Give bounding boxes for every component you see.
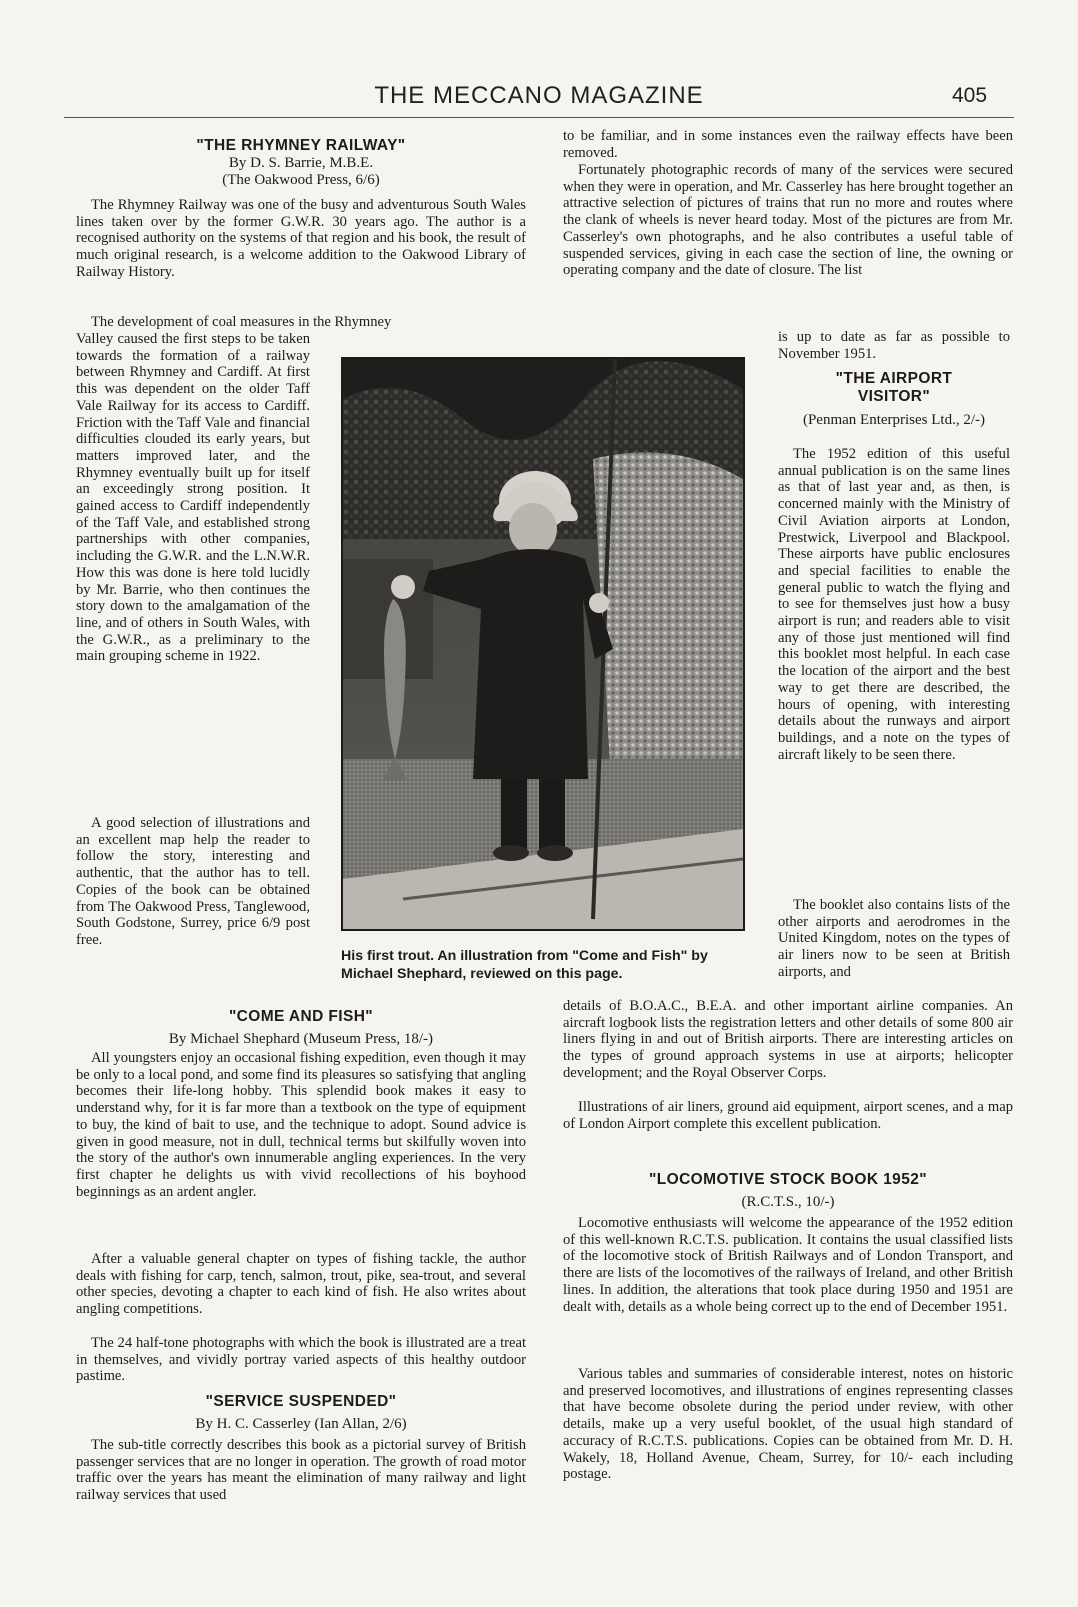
review-publisher: (R.C.T.S., 10/-): [741, 1194, 835, 1210]
service-suspended-paragraph-1-continued: to be familiar, and in some instances even the railway effects have been removed.: [563, 128, 1013, 161]
come-and-fish-paragraph-1: All youngsters enjoy an occasional fishing expedition, even though it may be only to a local pond, and some find its pleasures so satisfying that angling becomes their life-long hobby. This splendid book makes it easy to understand why, for it is far more than a textbook on the type of equipment to buy, the kind of bait to use, and the technique to adopt. Sound advice is given in good measure, not in dull, technical terms but skilfully woven into the story of the author's own innumerable angling experiences. In the very first chapter he delights us with vivid recollections of his boyhood beginnings as an ardent angler.: [76, 1050, 526, 1200]
locomotive-paragraph-2: Various tables and summaries of considerable interest, notes on historic and preserved locomotives, and illustrations of engines representing classes that have become obsolete during the period under review, with other details, make up a very useful booklet, of the usual high standard of accuracy of R.C.T.S. publications. Copies can be obtained from Mr. D. H. Wakely, 18, Holland Avenue, Cheam, Surrey, for 10/- each including postage.: [563, 1366, 1013, 1483]
airport-visitor-paragraph-2-continued: details of B.O.A.C., B.E.A. and other important airline companies. An aircraft logbook lists the registration letters and other details of some 800 air liners flying in and out of British airports. There are interesting articles on the types of ground approach systems in use at airports; helicopter development; and the Royal Observer Corps.: [563, 998, 1013, 1081]
magazine-title: THE MECCANO MAGAZINE: [374, 82, 704, 109]
airport-visitor-paragraph-1: The 1952 edition of this useful annual publication is on the same lines as that of last year and, as then, is concerned mainly with the Ministry of Civil Aviation airports at London, Prestwick, Liverpool and Blackpool. These airports have public enclosures and special facilities to enable the general public to watch the flying and to see for themselves just how a busy airport is run; and readers able to visit any of those just mentioned will find this booklet most helpful. In each case the location of the airport and the best way to get there are described, the hours of opening, with interesting details about the runways and airport buildings, and a note on the types of aircraft likely to be seen there.: [778, 446, 1010, 763]
review-title: "THE RHYMNEY RAILWAY": [196, 137, 406, 154]
airport-visitor-paragraph-3: Illustrations of air liners, ground aid equipment, airport scenes, and a map of London Airport complete this excellent publication.: [563, 1099, 1013, 1132]
header-rule: [64, 117, 1014, 118]
photo-boy-with-trout: [341, 357, 745, 931]
come-and-fish-paragraph-2: After a valuable general chapter on types of fishing tackle, the author deals with fishing for carp, tench, salmon, trout, pike, sea-trout, and several other species, devoting a chapter to each kind of fish. He also writes about angling competitions.: [76, 1251, 526, 1318]
review-title-line-2: VISITOR": [857, 388, 931, 405]
review-service-suspended-heading: [76, 1393, 526, 1433]
review-author: By D. S. Barrie, M.B.E.: [228, 155, 374, 171]
review-title-line-1: "THE AIRPORT: [835, 370, 953, 387]
service-suspended-paragraph-2-end: is up to date as far as possible to November 1951.: [778, 329, 1010, 362]
review-author: By H. C. Casserley (Ian Allan, 2/6): [195, 1416, 407, 1432]
rhymney-paragraph-3: A good selection of illustrations and an excellent map help the reader to follow the story, interesting and authentic, that the author has to tell. Copies of the book can be obtained from The Oakwood Press, Tanglewood, South Godstone, Surrey, price 6/9 post free.: [76, 815, 310, 948]
review-author: By Michael Shephard (Museum Press, 18/-): [168, 1031, 434, 1047]
photo-illustration: [343, 359, 743, 929]
locomotive-paragraph-1: Locomotive enthusiasts will welcome the appearance of the 1952 edition of this well-known R.C.T.S. publication. It contains the usual classified lists of the locomotive stock of British Railways and of London Transport, and there are lists of the locomotives of the railways of Ireland, and other British lines. In addition, the alterations that took place during 1950 and 1951 are dealt with, details as a whole being correct up to the end of December 1951.: [563, 1215, 1013, 1315]
page-number: 405: [952, 84, 988, 107]
review-locomotive-heading: [563, 1171, 1013, 1211]
rhymney-paragraph-2: Valley caused the first steps to be taken towards the formation of a railway between Rhymney and Cardiff. At first this was dependent on the older Taff Vale Railway for its access to Cardiff. Friction with the Taff Vale and financial difficulties clouded its early years, but matters improved later, and the Rhymney eventually built up for itself an exceedingly strong position. It gained access to Cardiff independently of the Taff Vale, and established strong partnerships with other companies, including the G.W.R. and the L.N.W.R. How this was done is here told lucidly by Mr. Barrie, who then continues the story down to the amalgamation of the line, and of others in South Wales, with the G.W.R., as a preliminary to the main grouping scheme in 1922.: [76, 331, 310, 665]
airport-visitor-paragraph-2: The booklet also contains lists of the other airports and aerodromes in the United Kingdom, notes on the types of air liners now to be seen at British airports, and: [778, 897, 1010, 980]
come-and-fish-paragraph-3: The 24 half-tone photographs with which the book is illustrated are a treat in themselves, and vividly portray varied aspects of this healthy outdoor pastime.: [76, 1335, 526, 1385]
review-publisher: (The Oakwood Press, 6/6): [222, 172, 380, 188]
review-rhymney-heading: [76, 137, 526, 189]
review-airport-visitor-heading: [778, 370, 1010, 429]
review-come-and-fish-heading: [76, 1008, 526, 1048]
review-title: "COME AND FISH": [228, 1008, 374, 1025]
photo-caption: His first trout. An illustration from "Come and Fish" by Michael Shephard, reviewed on this page.: [341, 948, 708, 982]
review-publisher: (Penman Enterprises Ltd., 2/-): [802, 412, 986, 428]
service-suspended-paragraph-2: Fortunately photographic records of many of the services were secured when they were in operation, and Mr. Casserley has here brought together an attractive selection of pictures of trains that run no more and routes where the clank of wheels is never heard today. Most of the pictures are from Mr. Casserley's own photographs, and he also contributes a useful table of suspended services, giving in each case the section of line, the owning or operating company and the date of closure. The list: [563, 162, 1013, 279]
rhymney-paragraph-1: The Rhymney Railway was one of the busy and adventurous South Wales lines taken over by the former G.W.R. 30 years ago. The author is a recognised authority on the systems of that region and his book, the result of much original research, is a welcome addition to the Oakwood Library of Railway History.: [76, 197, 526, 280]
rhymney-paragraph-2-lead: The development of coal measures in the Rhymney: [91, 314, 392, 330]
review-title: "SERVICE SUSPENDED": [205, 1393, 397, 1410]
review-title: "LOCOMOTIVE STOCK BOOK 1952": [649, 1171, 927, 1188]
service-suspended-paragraph-1: The sub-title correctly describes this book as a pictorial survey of British passenger services that are no longer in operation. The growth of road motor traffic over the years has meant the elimination of many railway and light railway services that used: [76, 1437, 526, 1504]
